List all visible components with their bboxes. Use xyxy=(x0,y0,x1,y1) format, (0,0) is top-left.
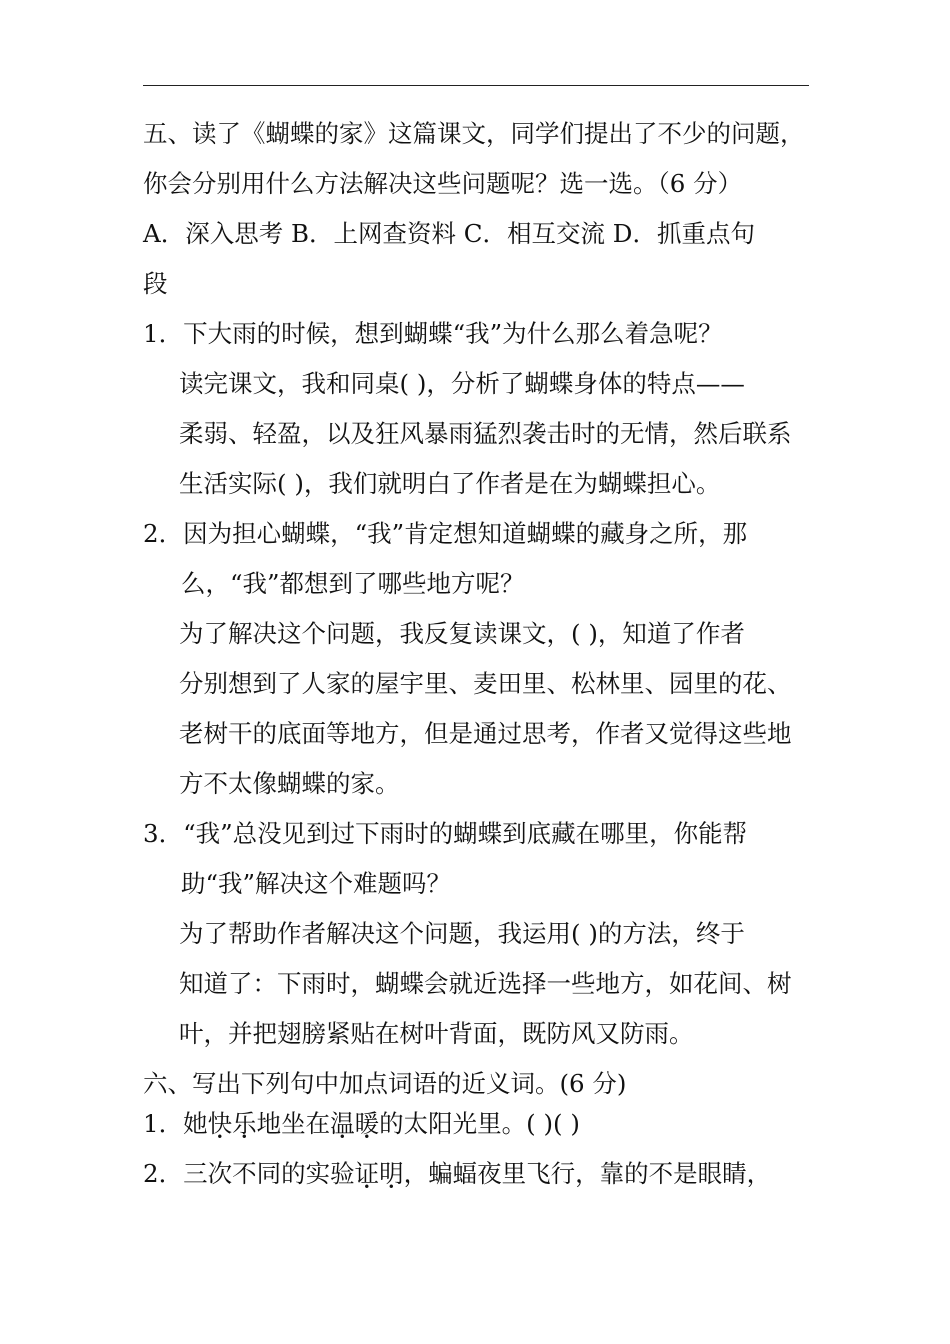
s6-q1-sentence xyxy=(143,1106,580,1142)
q1-question: 1．下大雨的时候，想到蝴蝶“我”为什么那么着急呢？ xyxy=(143,319,723,348)
q2-answer-line: 方不太像蝴蝶的家。 xyxy=(179,769,400,798)
q2-question-line2: 么，“我”都想到了哪些地方呢？ xyxy=(181,569,525,598)
dotted-char: 暖 xyxy=(354,1109,380,1138)
section5-options-line1: A．深入思考 B．上网查资料 C．相互交流 D．抓重点句 xyxy=(143,219,755,248)
dotted-char: 温 xyxy=(330,1109,355,1138)
header-rule xyxy=(143,85,809,86)
dotted-char: 证 xyxy=(354,1159,380,1188)
q2-answer-line: 为了解决这个问题，我反复读课文，( )，知道了作者 xyxy=(179,619,745,648)
s6-q2-text: 2．三次不同的实验 xyxy=(143,1159,355,1188)
q3-answer-line: 为了帮助作者解决这个问题，我运用( )的方法，终于 xyxy=(179,919,745,948)
dotted-char: 快 xyxy=(207,1109,233,1138)
q2-answer-line: 老树干的底面等地方，但是通过思考，作者又觉得这些地 xyxy=(179,719,792,748)
q1-answer-line: 读完课文，我和同桌( )，分析了蝴蝶身体的特点—— xyxy=(179,369,745,398)
dotted-char: 明 xyxy=(379,1159,404,1188)
s6-q1-number: 1．她 xyxy=(143,1109,208,1138)
section5-title-line2: 你会分别用什么方法解决这些问题呢？选一选。（6 分） xyxy=(143,169,743,198)
q1-answer-line: 生活实际( )，我们就明白了作者是在为蝴蝶担心。 xyxy=(179,469,721,498)
s6-q2-text: ，蝙蝠夜里飞行，靠的不是眼睛， xyxy=(403,1159,772,1188)
section6-title: 六、写出下列句中加点词语的近义词。(6 分) xyxy=(143,1069,627,1098)
s6-q1-text: 的太阳光里。( )( ) xyxy=(379,1109,580,1138)
s6-q2-sentence xyxy=(143,1156,771,1192)
q2-question-line1: 2．因为担心蝴蝶，“我”肯定想知道蝴蝶的藏身之所，那 xyxy=(143,519,748,548)
section5-title-line1: 五、读了《蝴蝶的家》这篇课文，同学们提出了不少的问题， xyxy=(143,119,805,148)
dotted-char: 乐 xyxy=(232,1109,257,1138)
q3-question-line2: 助“我”解决这个难题吗？ xyxy=(181,869,452,898)
q3-answer-line: 知道了：下雨时，蝴蝶会就近选择一些地方，如花间、树 xyxy=(179,969,792,998)
section5-options-line2: 段 xyxy=(143,269,168,298)
s6-q1-text: 地坐在 xyxy=(256,1109,331,1138)
q3-question-line1: 3．“我”总没见到过下雨时的蝴蝶到底藏在哪里，你能帮 xyxy=(143,819,748,848)
q3-answer-line: 叶，并把翅膀紧贴在树叶背面，既防风又防雨。 xyxy=(179,1019,694,1048)
q1-answer-line: 柔弱、轻盈，以及狂风暴雨猛烈袭击时的无情，然后联系 xyxy=(179,419,792,448)
q2-answer-line: 分别想到了人家的屋宇里、麦田里、松林里、园里的花、 xyxy=(179,669,792,698)
